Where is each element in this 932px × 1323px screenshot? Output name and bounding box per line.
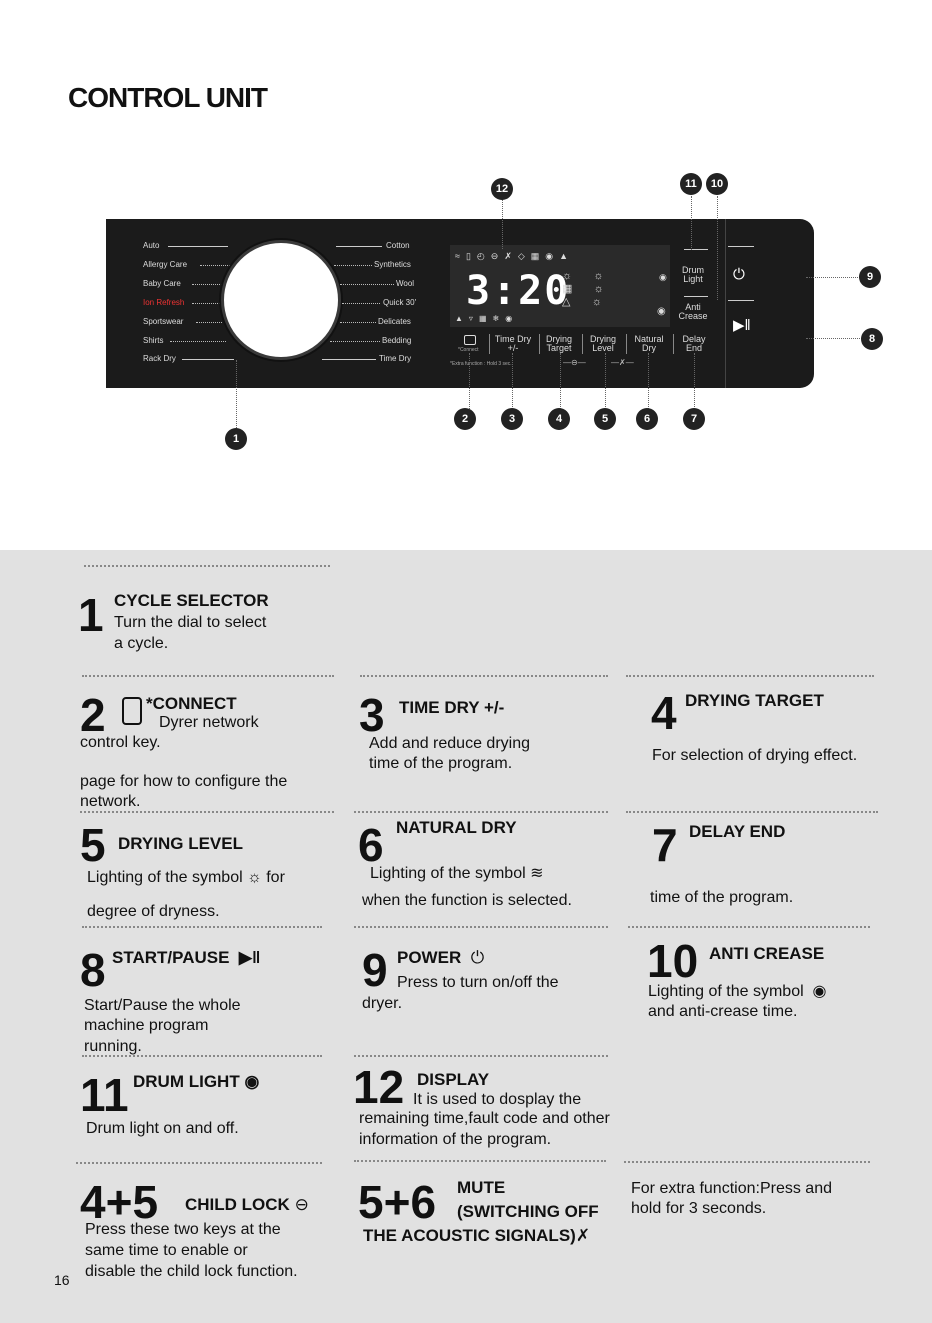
callout-leader [605,353,606,411]
program-label: Time Dry [379,354,412,363]
filter-icon: ◇ [517,251,531,261]
section-text: and anti-crease time. [648,1003,798,1020]
separator [626,675,874,677]
section-text: information of the program. [359,1131,552,1148]
program-leader [340,284,394,285]
sun-icon: △ ☼ [562,296,602,308]
section-title [133,1072,259,1092]
section-text: Dyrer network [159,714,259,731]
drum-light-button[interactable] [676,266,710,284]
divider [673,334,674,354]
program-leader [182,359,234,360]
section-title: ANTI CREASE [709,944,825,963]
power-icon: ⏻ [470,948,485,967]
sun-icon: ▦ ☼ [562,283,604,295]
time-readout: 3:20 [466,268,571,314]
page-title: CONTROL UNIT [68,82,268,113]
section-number: 12 [353,1061,405,1113]
wifi-icon: ≈ [455,251,466,261]
divider [489,334,490,354]
section-text: time of the program. [650,889,794,906]
divider [728,246,754,247]
section-text [87,867,285,888]
mute-marker-icon: —✗— [611,358,634,367]
status-icons-row [455,251,574,262]
child-lock-marker-icon: —⊖— [563,358,586,367]
program-label: Rack Dry [143,354,176,363]
drum-icon: ◉ [545,251,560,261]
section-title: CYCLE SELECTOR [114,591,269,610]
program-leader [170,341,226,342]
section-text: For selection of drying effect. [652,747,858,764]
divider [725,219,726,388]
section-text: same time to enable or [85,1242,248,1259]
section-title [363,1226,590,1246]
steam-icon: ◉ [505,314,519,323]
separator [628,926,870,928]
callout-badge: 3 [501,408,523,430]
section-text: Drum light on and off. [86,1120,239,1137]
callout-leader [469,353,470,411]
callout-leader [691,196,692,250]
anti-crease-label: Crease [678,311,708,321]
program-label: Delicates [378,317,411,326]
natural-dry-icon: ≋ [530,865,544,882]
section-text: running. [84,1038,142,1055]
divider [582,334,583,354]
section-text: For extra function:Press and [631,1180,832,1197]
child-lock-icon: ⊖ [294,1195,309,1214]
section-number: 4+5 [80,1176,159,1228]
dryness-icons [562,270,604,309]
bottom-icons-row [455,314,518,323]
section-title-text: POWER [397,948,462,967]
divider [728,300,754,301]
section-text: hold for 3 seconds. [631,1200,767,1217]
divider [684,249,708,250]
delay-end-button[interactable] [676,335,712,353]
callout-leader [560,353,561,411]
section-text: It is used to dosplay the [413,1091,582,1108]
natural-dry-label: Natural [634,334,664,344]
program-leader [192,303,220,304]
section-text: Press these two keys at the [85,1221,281,1238]
drying-level-button[interactable] [585,335,621,353]
drum-light-label: Drum [682,265,704,275]
section-text-part: for [266,869,285,886]
section-number: 1 [78,589,104,641]
section-text: page for how to configure the [80,773,288,790]
callout-leader [512,353,513,411]
program-label: Cotton [386,241,410,250]
drum-light-indicator-icon: ◉ [659,272,667,282]
section-title: DRYING TARGET [685,691,824,710]
program-leader [200,265,230,266]
section-title: MUTE [457,1178,506,1197]
sun-icon: ☼ ☼ [562,270,604,282]
section-text-part: Lighting of the symbol [648,983,804,1000]
tank-icon: ▦ [530,251,546,261]
separator [354,926,608,928]
drum-light-label: Light [683,274,703,284]
section-number: 10 [647,935,699,987]
section-number: 9 [362,944,388,996]
snow-icon: ❄ [492,314,506,323]
divider [684,296,708,297]
callout-badge: 2 [454,408,476,430]
separator [84,565,330,567]
cycle-selector-dial[interactable] [221,240,341,360]
program-leader [322,359,376,360]
natural-dry-label: Dry [642,343,656,353]
separator [624,1161,870,1163]
section-text: network. [80,793,141,810]
callout-badge: 9 [859,266,881,288]
program-leader [192,284,222,285]
shirt-icon: ▲ [559,251,575,261]
section-title [112,948,260,968]
anti-crease-button[interactable] [676,303,710,321]
section-text: Start/Pause the whole [84,997,241,1014]
separator [76,1162,322,1164]
page-number: 16 [54,1272,70,1288]
callout-leader [648,353,649,411]
program-leader [168,246,228,247]
section-text-part: Lighting of the symbol [370,865,526,882]
phone-icon [122,697,142,725]
section-text [370,863,544,884]
delay-end-label: End [685,343,702,353]
callout-badge: 7 [683,408,705,430]
separator [82,675,334,677]
connect-label: *Connect [458,347,479,353]
callout-badge: 4 [548,408,570,430]
section-title [185,1195,309,1215]
sun-icon: ☼ [247,869,262,886]
program-label: Shirts [143,336,164,345]
divider [539,334,540,354]
section-number: 6 [358,819,384,871]
natural-dry-button[interactable] [629,335,669,353]
time-dry-label: Time Dry [494,334,532,344]
section-text: disable the child lock function. [85,1263,298,1280]
program-label: Bedding [382,336,412,345]
program-leader [334,265,372,266]
callout-leader [717,196,718,300]
callout-badge: 1 [225,428,247,450]
iron-icon: ▿ [468,314,479,323]
program-label: Auto [143,241,160,250]
program-label: Quick 30' [383,298,417,307]
program-label: Sportswear [143,317,184,326]
section-number: 4 [651,687,677,739]
program-label: Allergy Care [143,260,188,269]
section-title [397,948,484,968]
drying-level-label: Level [592,343,614,353]
timer-icon: ◴ [476,251,491,261]
delay-end-label: Delay [682,334,706,344]
section-title: DRYING LEVEL [118,834,243,853]
callout-leader [806,277,860,278]
drying-target-button[interactable] [541,335,577,353]
program-leader [336,246,382,247]
program-label: Baby Care [143,279,181,288]
start-pause-button[interactable] [733,316,751,334]
cabinet-icon: ▦ [478,314,493,323]
section-number: 7 [652,819,678,871]
section-text: Press to turn on/off the [397,974,559,991]
power-icon: ⏻ [733,266,745,283]
time-dry-button[interactable] [492,335,534,353]
callout-badge: 11 [680,173,702,195]
section-text: when the function is selected. [362,892,572,909]
section-text: Add and reduce drying [369,735,530,752]
section-title-text: CHILD LOCK [185,1195,290,1214]
drying-target-label: Drying [545,334,572,344]
program-label: Ion Refresh [143,298,185,307]
shirt-icon: ▲ [455,314,469,323]
separator [354,811,608,813]
callout-leader [502,199,503,249]
play-pause-icon: ▶‖ [733,317,751,334]
connect-button[interactable] [464,335,476,345]
program-label: Synthetics [374,260,411,269]
section-number: 3 [359,689,385,741]
extra-function-note: *Extra function : Hold 3 sec. [450,361,512,367]
callout-leader [694,353,695,411]
mute-icon: ✗ [575,1226,591,1245]
section-title-text: THE ACOUSTIC SIGNALS) [363,1226,576,1245]
section-number: 5 [80,819,106,871]
drum-light-icon: ◉ [244,1072,260,1091]
separator [354,1055,608,1057]
separator [626,811,878,813]
lock-icon: ⊖ [490,251,505,261]
drying-target-label: Target [546,343,572,353]
section-title-text: DRUM LIGHT [133,1072,240,1091]
separator [360,675,608,677]
section-text: degree of dryness. [87,903,220,920]
phone-icon: ▯ [465,251,477,261]
section-text: machine program [84,1017,209,1034]
section-title: *CONNECT [146,694,237,713]
section-title: DISPLAY [417,1070,490,1089]
section-number: 11 [80,1069,129,1121]
section-title: DELAY END [689,822,786,841]
section-text: control key. [80,734,161,751]
drying-level-label: Drying [589,334,616,344]
program-label: Wool [396,279,415,288]
anti-crease-icon: ◉ [812,983,827,1000]
program-leader [340,322,376,323]
section-text: dryer. [362,995,403,1012]
section-text [648,981,827,1002]
section-text: remaining time,fault code and other [359,1110,610,1127]
section-title: TIME DRY +/- [399,698,505,717]
callout-badge: 8 [861,328,883,350]
callout-badge: 5 [594,408,616,430]
section-title: NATURAL DRY [396,818,517,837]
anti-crease-indicator-icon: ◉ [657,306,666,317]
mute-icon: ✗ [504,251,518,261]
time-dry-label: +/- [507,343,519,353]
anti-crease-label: Anti [685,302,701,312]
callout-leader [236,360,237,430]
program-leader [342,303,380,304]
callout-badge: 12 [491,178,513,200]
section-number: 2 [80,689,106,741]
divider [626,334,627,354]
callout-badge: 6 [636,408,658,430]
callout-leader [806,338,862,339]
play-pause-icon: ▶‖ [238,948,261,967]
callout-badge: 10 [706,173,728,195]
power-button[interactable] [733,266,745,283]
section-title-text: START/PAUSE [112,948,230,967]
section-text-part: Lighting of the symbol [87,869,243,886]
section-number: 5+6 [358,1176,437,1228]
separator [354,1160,606,1162]
section-text: a cycle. [114,635,169,652]
program-leader [330,341,380,342]
section-number: 8 [80,944,106,996]
section-title: (SWITCHING OFF [457,1202,599,1221]
section-text: time of the program. [369,755,513,772]
separator [82,926,322,928]
program-leader [196,322,222,323]
section-text: Turn the dial to select [114,614,267,631]
